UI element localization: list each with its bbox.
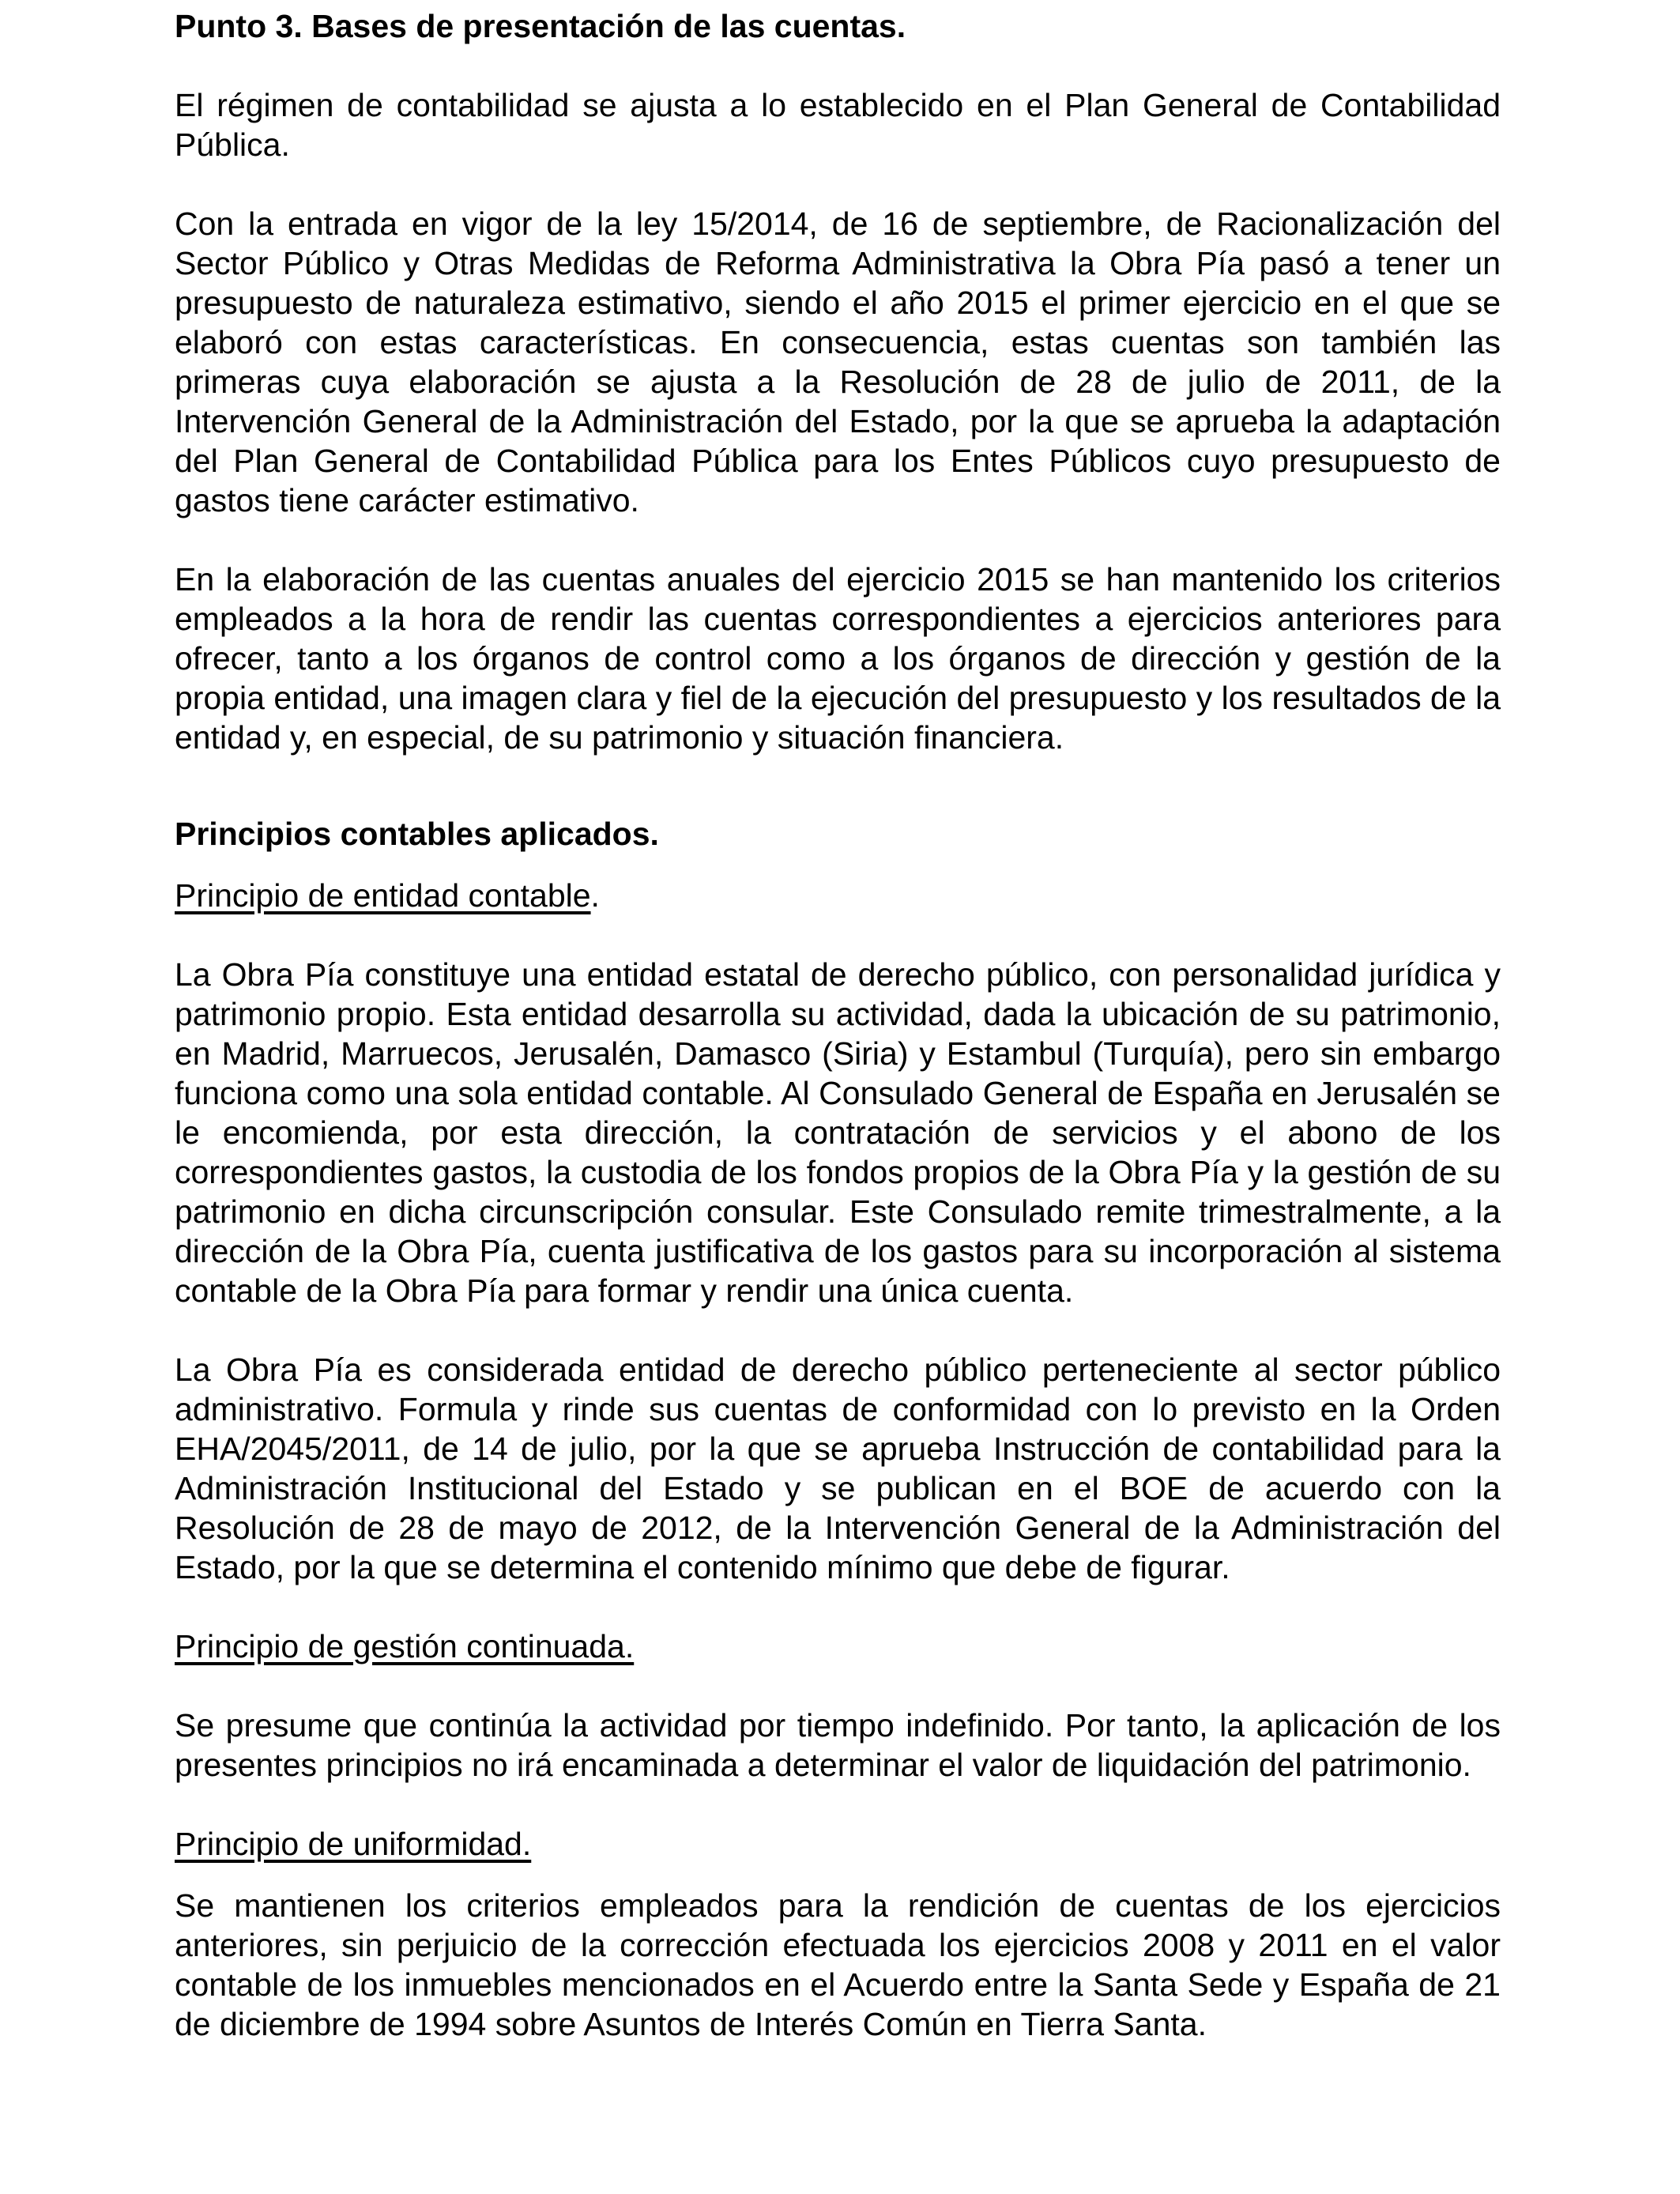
paragraph-elaboracion: En la elaboración de las cuentas anuales del ejercicio 2015 se han mantenido los criterios empleados a la hora de rendir las cuentas correspondientes a ejercicios anteriores para ofrecer, tanto a los órganos de control como a los órganos de dirección y gestión de la propia entidad, una imagen clara y fiel de la ejecución del presupuesto y los resultados de la entidad y, en especial, de su patrimonio y situación financiera. (175, 561, 1501, 756)
document-page (175, 6, 1501, 2044)
paragraph-gestion: Se presume que continúa la actividad por tiempo indefinido. Por tanto, la aplicación de los presentes principios no irá encaminada a determinar el valor de liquidación del patrimonio. (175, 1707, 1501, 1783)
paragraph-ley-15-2014: Con la entrada en vigor de la ley 15/2014, de 16 de septiembre, de Racionalización del Sector Público y Otras Medidas de Reforma Administrativa la Obra Pía pasó a tener un presupuesto de naturaleza estimativo, siendo el año 2015 el primer ejercicio en el que se elaboró con estas características. En consecuencia, estas cuentas son también las primeras cuya elaboración se ajusta a la Resolución de 28 de julio de 2011, de la Intervención General de la Administración del Estado, por la que se aprueba la adaptación del Plan General de Contabilidad Pública para los Entes Públicos cuyo presupuesto de gastos tiene carácter estimativo. (175, 205, 1501, 518)
section-heading-principios: Principios contables aplicados. (175, 816, 659, 852)
subheading-gestion-continuada (175, 1627, 1501, 1666)
subheading-uniformidad-label: Principio de uniformidad. (175, 1826, 532, 1862)
paragraph-uniformidad: Se mantienen los criterios empleados para la rendición de cuentas de los ejercicios anteriores, sin perjuicio de la corrección efectuada los ejercicios 2008 y 2011 en el valor contable de los inmuebles mencionados en el Acuerdo entre la Santa Sede y España de 21 de diciembre de 1994 sobre Asuntos de Interés Común en Tierra Santa. (175, 1887, 1501, 2042)
paragraph-regimen: El régimen de contabilidad se ajusta a lo establecido en el Plan General de Contabilidad Pública. (175, 87, 1501, 163)
subheading-entidad-contable (175, 876, 1501, 915)
subheading-uniformidad (175, 1824, 1501, 1864)
subheading-gestion-continuada-label: Principio de gestión continuada. (175, 1628, 635, 1664)
page-title: Punto 3. Bases de presentación de las cuentas. (175, 8, 906, 44)
paragraph-entidad-1: La Obra Pía constituye una entidad estatal de derecho público, con personalidad jurídica y patrimonio propio. Esta entidad desarrolla su actividad, dada la ubicación de su patrimonio, en Madrid, Marruecos, Jerusalén, Damasco (Siria) y Estambul (Turquía), pero sin embargo funciona como una sola entidad contable. Al Consulado General de España en Jerusalén se le encomienda, por esta dirección, la contratación de servicios y el abono de los correspondientes gastos, la custodia de los fondos propios de la Obra Pía y la gestión de su patrimonio en dicha circunscripción consular. Este Consulado remite trimestralmente, a la dirección de la Obra Pía, cuenta justificativa de los gastos para su incorporación al sistema contable de la Obra Pía para formar y rendir una única cuenta. (175, 956, 1501, 1309)
subheading-entidad-contable-period: . (590, 877, 600, 914)
subheading-entidad-contable-label: Principio de entidad contable (175, 877, 591, 914)
paragraph-entidad-2: La Obra Pía es considerada entidad de derecho público perteneciente al sector público administrativo. Formula y rinde sus cuentas de conformidad con lo previsto en la Orden EHA/2045/2011, de 14 de julio, por la que se aprueba Instrucción de contabilidad para la Administración Institucional del Estado y se publican en el BOE de acuerdo con la Resolución de 28 de mayo de 2012, de la Intervención General de la Administración del Estado, por la que se determina el contenido mínimo que debe de figurar. (175, 1351, 1501, 1585)
